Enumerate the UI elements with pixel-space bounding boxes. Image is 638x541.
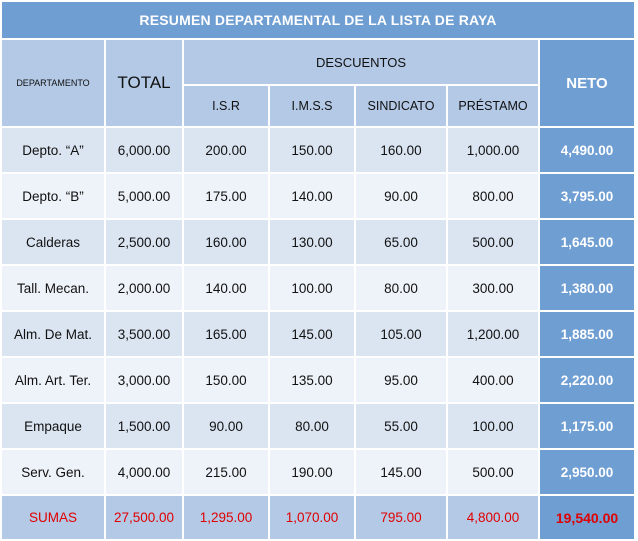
cell-imss: 190.00: [269, 449, 355, 495]
cell-prestamo: 1,200.00: [447, 311, 539, 357]
cell-prestamo: 1,000.00: [447, 127, 539, 173]
sumas-imss: 1,070.00: [269, 495, 355, 540]
table-row: [1, 265, 635, 311]
table-row: [1, 127, 635, 173]
cell-total: 2,000.00: [105, 265, 183, 311]
cell-prestamo: 800.00: [447, 173, 539, 219]
cell-sindicato: 95.00: [355, 357, 447, 403]
table-row: [1, 403, 635, 449]
cell-isr: 150.00: [183, 357, 269, 403]
table-row: [1, 311, 635, 357]
cell-sindicato: 65.00: [355, 219, 447, 265]
cell-isr: 140.00: [183, 265, 269, 311]
cell-sindicato: 105.00: [355, 311, 447, 357]
cell-isr: 90.00: [183, 403, 269, 449]
cell-neto: 3,795.00: [539, 173, 635, 219]
header-prestamo: PRÉSTAMO: [447, 85, 539, 127]
sumas-total: 27,500.00: [105, 495, 183, 540]
cell-sindicato: 145.00: [355, 449, 447, 495]
cell-prestamo: 500.00: [447, 219, 539, 265]
header-isr: I.S.R: [183, 85, 269, 127]
cell-prestamo: 100.00: [447, 403, 539, 449]
cell-isr: 165.00: [183, 311, 269, 357]
cell-sindicato: 160.00: [355, 127, 447, 173]
cell-isr: 160.00: [183, 219, 269, 265]
cell-neto: 2,950.00: [539, 449, 635, 495]
cell-total: 1,500.00: [105, 403, 183, 449]
cell-sindicato: 90.00: [355, 173, 447, 219]
cell-isr: 175.00: [183, 173, 269, 219]
cell-total: 5,000.00: [105, 173, 183, 219]
cell-total: 3,000.00: [105, 357, 183, 403]
table-row: [1, 449, 635, 495]
cell-departamento: Tall. Mecan.: [1, 265, 105, 311]
cell-imss: 130.00: [269, 219, 355, 265]
cell-imss: 100.00: [269, 265, 355, 311]
table-row: [1, 219, 635, 265]
cell-neto: 1,645.00: [539, 219, 635, 265]
cell-imss: 150.00: [269, 127, 355, 173]
cell-neto: 1,175.00: [539, 403, 635, 449]
cell-departamento: Alm. De Mat.: [1, 311, 105, 357]
cell-departamento: Depto. “A”: [1, 127, 105, 173]
cell-prestamo: 300.00: [447, 265, 539, 311]
cell-imss: 80.00: [269, 403, 355, 449]
sumas-isr: 1,295.00: [183, 495, 269, 540]
table-title: RESUMEN DEPARTAMENTAL DE LA LISTA DE RAYA: [1, 1, 635, 39]
cell-total: 3,500.00: [105, 311, 183, 357]
cell-departamento: Alm. Art. Ter.: [1, 357, 105, 403]
header-departamento: DEPARTAMENTO: [1, 39, 105, 127]
header-sindicato: SINDICATO: [355, 85, 447, 127]
header-neto: NETO: [539, 39, 635, 127]
table-row: [1, 357, 635, 403]
sumas-row: [1, 495, 635, 540]
cell-neto: 4,490.00: [539, 127, 635, 173]
table-row: [1, 173, 635, 219]
cell-sindicato: 55.00: [355, 403, 447, 449]
cell-departamento: Empaque: [1, 403, 105, 449]
cell-departamento: Depto. “B”: [1, 173, 105, 219]
cell-total: 6,000.00: [105, 127, 183, 173]
cell-prestamo: 400.00: [447, 357, 539, 403]
sumas-prestamo: 4,800.00: [447, 495, 539, 540]
cell-departamento: Serv. Gen.: [1, 449, 105, 495]
sumas-neto: 19,540.00: [539, 495, 635, 540]
cell-neto: 1,885.00: [539, 311, 635, 357]
cell-isr: 215.00: [183, 449, 269, 495]
cell-imss: 135.00: [269, 357, 355, 403]
cell-prestamo: 500.00: [447, 449, 539, 495]
header-imss: I.M.S.S: [269, 85, 355, 127]
cell-isr: 200.00: [183, 127, 269, 173]
cell-departamento: Calderas: [1, 219, 105, 265]
sumas-departamento: SUMAS: [1, 495, 105, 540]
header-total: TOTAL: [105, 39, 183, 127]
cell-imss: 140.00: [269, 173, 355, 219]
cell-total: 4,000.00: [105, 449, 183, 495]
cell-imss: 145.00: [269, 311, 355, 357]
cell-neto: 1,380.00: [539, 265, 635, 311]
cell-total: 2,500.00: [105, 219, 183, 265]
header-descuentos: DESCUENTOS: [183, 39, 539, 85]
cell-sindicato: 80.00: [355, 265, 447, 311]
sumas-sindicato: 795.00: [355, 495, 447, 540]
cell-neto: 2,220.00: [539, 357, 635, 403]
